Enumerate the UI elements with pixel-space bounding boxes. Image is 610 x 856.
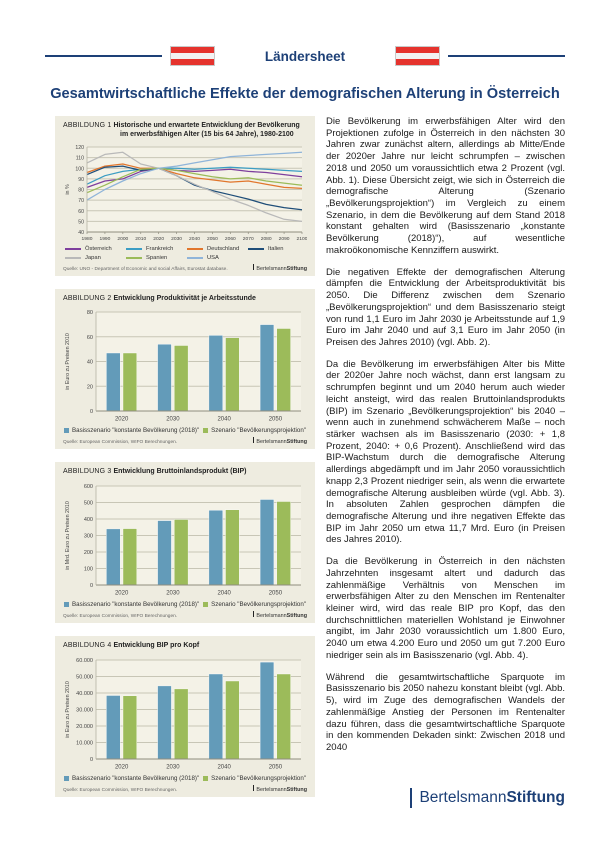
x-tick-label: 1980	[81, 236, 93, 242]
y-tick-label: 60.000	[76, 657, 93, 664]
legend-swatch-icon	[65, 248, 81, 250]
bar	[260, 325, 274, 411]
y-tick-label: 50	[78, 218, 84, 225]
brand-bar-icon	[253, 264, 254, 270]
chart-source-row	[63, 785, 307, 793]
header	[45, 46, 565, 66]
bar	[174, 346, 188, 412]
chart-panel-label: ABBILDUNG 4	[63, 642, 112, 649]
y-tick-label: 100	[83, 566, 93, 573]
y-tick-label: 110	[75, 155, 84, 162]
legend-label: Deutschland	[207, 245, 240, 252]
x-tick-label: 2050	[268, 590, 283, 597]
y-tick-label: 90	[78, 176, 84, 183]
x-tick-label: 2070	[242, 236, 254, 242]
x-tick-label: 2060	[224, 236, 236, 242]
x-tick-label: 2100	[296, 236, 307, 242]
paragraph-2: Die negativen Effekte der demografischen Alterung dämpfen die Entwicklung der Arbeitsproduktivität bis 2050. Die Differenz zwischen dem Szenario „Bevölkerungsprojektion“ und dem Basisszenario steigt von rund 1,1 Euro im Jahr 2030 je Arbeitsstunde auf 1,9 Euro im Jahr 2040 und auf 3,1 Euro im Jahr 2050 (in Preisen des Jahres 2010) (vgl. Abb. 2).	[326, 266, 565, 348]
brand-bold: Stiftung	[286, 439, 307, 446]
brand-regular: Bertelsmann	[256, 439, 287, 446]
bar	[158, 344, 172, 411]
population-line-chart	[63, 143, 307, 243]
chart-title-row	[63, 295, 307, 304]
x-tick-label: 2030	[166, 416, 180, 423]
brand-bold: Stiftung	[286, 265, 307, 272]
y-tick-label: 70	[78, 197, 84, 204]
legend-swatch-icon	[248, 248, 264, 250]
y-tick-label: 30.000	[76, 707, 93, 714]
y-tick-label: 60	[86, 335, 93, 341]
legend-item	[64, 775, 199, 782]
page-title: Gesamtwirtschaftliche Effekte der demografischen Alterung in Österreich	[50, 86, 560, 102]
austria-flag-icon	[395, 46, 440, 66]
brand-bar-icon	[253, 437, 254, 443]
bar	[158, 686, 172, 759]
paragraph-1: Die Bevölkerung im erwerbsfähigen Alter wird den Projektionen zufolge in Österreich in den nächsten 30 Jahren zwar zunächst altern, allerdings ab Mitte/Ende der 2020er Jahre nur leicht schrumpfen – zwischen 2018 und 2050 um voraussichtlich etwa 2 Prozent (vgl. Abb. 1). Diese Übersicht zeigt, wie sich in Österreich die demografische Alterung (Szenario „Bevölkerungsprojektion“) im Vergleich zu einem Szenario, in dem die Bevölkerung auf dem Stand 2018 konstant gehalten wird (Basisszenario „konstante Bevölkerung (2018)“), auf wesentliche makroökonomische Kennziffern auswirkt.	[326, 116, 565, 256]
y-axis-label: in Euro zu Preisen 2010	[65, 680, 71, 738]
chart-source: Quelle: European Commission, WIFO Berechnungen.	[63, 614, 178, 619]
paragraph-5: Während die gesamtwirtschaftliche Sparquote im Basisszenario bis 2050 nahezu konstant bleibt (vgl. Abb. 5), wird im Zuge des demografischen Wandels der zahlenmäßige Anstieg der Personen im Rentenalter dazu führen, dass die gesamtwirtschaftliche Sparquote in den kommenden Dekaden sinkt: Zwischen 2018 und 2040	[326, 671, 565, 753]
y-tick-label: 50.000	[76, 674, 93, 681]
legend-swatch-icon	[64, 776, 69, 781]
logo-text-regular: Bertelsmann	[419, 789, 507, 806]
x-tick-label: 2050	[268, 764, 283, 771]
legend-swatch-icon	[64, 602, 69, 607]
brand-bold: Stiftung	[286, 613, 307, 619]
chart-panel-abbildung-3	[55, 462, 315, 623]
y-tick-label: 60	[78, 208, 84, 215]
x-tick-label: 2040	[217, 764, 231, 771]
legend-item	[203, 775, 306, 782]
legend-swatch-icon	[187, 257, 203, 259]
bar	[226, 338, 240, 411]
y-tick-label: 10.000	[76, 740, 93, 747]
bar	[174, 689, 188, 759]
chart-brand	[253, 611, 307, 619]
legend-item	[126, 246, 183, 252]
legend-swatch-icon	[126, 257, 142, 259]
x-tick-label: 2020	[114, 590, 129, 597]
legend-swatch-icon	[126, 248, 142, 250]
y-tick-label: 600	[83, 484, 93, 490]
chart-brand	[253, 785, 307, 793]
legend-label: Österreich	[85, 245, 112, 252]
legend-item	[203, 601, 306, 608]
legend-item	[248, 246, 305, 252]
bar	[106, 353, 120, 411]
header-rule-right	[448, 55, 565, 57]
x-tick-label: 1990	[99, 236, 111, 242]
legend-label: Szenario "Bevölkerungsprojektion"	[211, 601, 306, 608]
paragraph-4: Da die Bevölkerung in Österreich in den nächsten Jahrzehnten insgesamt altert und dadurch das zahlenmäßige Verhältnis von Menschen im erwerbsfähigen Alter zu den Menschen im Rentenalter kleiner wird, wird das reale BIP pro Kopf, das den durchschnittlichen materiellen Wohlstand je Einwohner angibt, im Jahr 2030 voraussichtlich um 1.800 Euro, 2040 um etwa 4.200 Euro und 2050 um gut 7.200 Euro niedriger sein als im Basisszenario (vgl. Abb. 4).	[326, 556, 565, 661]
x-tick-label: 2050	[268, 416, 283, 423]
bar	[277, 502, 291, 586]
legend-item	[187, 246, 244, 252]
y-tick-label: 80	[78, 187, 84, 193]
x-tick-label: 2040	[189, 236, 200, 242]
legend-label: Italien	[268, 245, 284, 252]
y-axis-label: in Euro zu Preisen 2010	[65, 333, 71, 391]
y-tick-label: 0	[89, 409, 93, 416]
bar	[123, 353, 137, 411]
bar	[209, 510, 223, 585]
x-tick-label: 2030	[166, 764, 180, 771]
chart-brand	[253, 264, 307, 272]
y-tick-label: 400	[83, 517, 93, 523]
y-tick-label: 0	[89, 583, 93, 589]
y-tick-label: 300	[83, 533, 93, 540]
x-tick-label: 2010	[135, 236, 147, 242]
chart-source: Quelle: UNO - Department of Economic and social Affairs, Eurostat database.	[63, 266, 228, 272]
legend-item	[187, 255, 244, 261]
legend-label: USA	[207, 254, 219, 261]
x-tick-label: 2030	[171, 236, 183, 242]
legend-label: Japan	[85, 254, 101, 261]
brand-bold: Stiftung	[286, 786, 307, 793]
legend-item	[65, 246, 122, 252]
x-tick-label: 2020	[114, 764, 129, 771]
legend-label: Szenario "Bevölkerungsprojektion"	[211, 774, 306, 782]
y-tick-label: 120	[75, 144, 84, 151]
y-tick-label: 80	[86, 310, 93, 317]
bar	[209, 336, 223, 412]
chart-panel-label: ABBILDUNG 1	[63, 122, 112, 129]
legend-item	[126, 255, 183, 261]
chart-panel-abbildung-1	[55, 116, 315, 276]
legend-item	[65, 255, 122, 261]
x-tick-label: 2030	[166, 590, 180, 597]
chart-title: Entwicklung Bruttoinlandsprodukt (BIP)	[113, 468, 247, 476]
chart-panel-abbildung-2	[55, 289, 315, 450]
chart-panel-abbildung-4	[55, 636, 315, 797]
content	[0, 116, 610, 810]
brand-regular: Bertelsmann	[256, 786, 287, 793]
charts-column	[55, 116, 315, 810]
x-tick-label: 2050	[206, 236, 218, 242]
x-tick-label: 2080	[260, 236, 272, 242]
legend-item	[64, 427, 199, 434]
chart-source-row	[63, 437, 307, 445]
sheet-label: Ländersheet	[264, 48, 346, 64]
logo-bar-icon	[410, 788, 413, 808]
chart-panel-label: ABBILDUNG 2	[63, 294, 112, 302]
chart-source: Quelle: European Commission, WIFO Berechnungen.	[63, 787, 178, 793]
y-tick-label: 100	[75, 165, 84, 172]
brand-bar-icon	[253, 611, 254, 617]
legend-label: Szenario "Bevölkerungsprojektion"	[211, 427, 306, 435]
chart-source-row	[63, 611, 307, 619]
y-tick-label: 40.000	[76, 690, 93, 697]
y-tick-label: 200	[83, 550, 93, 556]
bar	[106, 529, 120, 585]
y-tick-label: 40	[78, 229, 84, 236]
bar	[277, 329, 291, 412]
chart-title: Historische und erwartete Entwicklung der Bevölkerung im erwerbsfähigen Alter (15 bis 64 Jahre), 1980-2100	[113, 122, 300, 138]
paragraph-3: Da die Bevölkerung im erwerbsfähigen Alter bis Mitte der 2020er Jahre noch wächst, dann erst langsam zu schrumpfen beginnt und um 2040 herum auch wieder leicht ansteigt, wird das realen Bruttoinlandsprodukts (BIP) im Szenario „Bevölkerungsprojektion“ bis 2040 – wenn auch in zunehmend schwächerem Maße – noch stärker wachsen als im Basisszenario (2030: + 1,8 Prozent, 2040: + 0,6 Prozent). Anschließend wird das BIP-Wachstum durch die demografische Alterung allerdings abgedämpft und im Jahr 2050 voraussichtlich knapp 2,3 Prozent niedriger sein, als wenn die erwartete demografische Alterung ausbleiben würde (vgl. Abb. 3). In absoluten Zahlen gesprochen dämpfen die demografische Alterung und ihre negativen Effekte das BIP im Jahr 2050 um etwa 11,7 Mrd. Euro (in Preisen des Jahres 2010).	[326, 358, 565, 546]
legend-item	[203, 427, 306, 434]
brand-regular: Bertelsmann	[256, 613, 287, 619]
chart-legend	[64, 775, 306, 782]
x-tick-label: 2000	[117, 236, 129, 242]
chart-title-row	[63, 642, 307, 651]
legend-swatch-icon	[203, 602, 208, 607]
header-rule-left	[45, 55, 162, 57]
legend-label: Frankreich	[146, 245, 174, 252]
legend-item	[64, 601, 199, 608]
bar	[174, 520, 188, 586]
y-tick-label: 20	[86, 384, 93, 391]
y-tick-label: 20.000	[76, 723, 93, 730]
chart-title: Entwicklung BIP pro Kopf	[113, 642, 200, 649]
legend-swatch-icon	[64, 428, 69, 433]
bar	[123, 529, 137, 585]
chart-source-row	[63, 264, 307, 272]
productivity-bar-chart	[63, 306, 307, 424]
legend-swatch-icon	[65, 257, 81, 259]
chart-legend	[64, 427, 306, 434]
chart-legend	[65, 246, 305, 261]
legend-label: Basisszenario "konstante Bevölkerung (2018)"	[72, 774, 200, 782]
legend-label: Spanien	[146, 254, 168, 261]
bar	[123, 696, 137, 759]
chart-panel-label: ABBILDUNG 3	[63, 468, 112, 476]
y-axis-label: in Mrd. Euro zu Preisen 2010	[65, 501, 71, 570]
brand-regular: Bertelsmann	[256, 265, 287, 272]
chart-legend	[64, 601, 306, 608]
legend-swatch-icon	[203, 428, 208, 433]
gdp-per-capita-bar-chart	[63, 654, 307, 772]
x-tick-label: 2020	[153, 236, 165, 242]
x-tick-label: 2040	[217, 590, 231, 597]
chart-source: Quelle: European Commission, WIFO Berechnungen.	[63, 440, 178, 446]
footer	[410, 788, 565, 808]
y-tick-label: 40	[86, 359, 93, 366]
bar	[226, 681, 240, 759]
x-tick-label: 2040	[217, 416, 231, 423]
gdp-bar-chart	[63, 480, 307, 598]
bar	[260, 500, 274, 586]
legend-label: Basisszenario "konstante Bevölkerung (2018)"	[72, 427, 200, 435]
x-tick-label: 2020	[114, 416, 129, 423]
legend-label: Basisszenario "konstante Bevölkerung (2018)"	[72, 601, 200, 608]
brand-bar-icon	[253, 785, 254, 791]
legend-swatch-icon	[187, 248, 203, 250]
bar	[226, 510, 240, 585]
bar	[106, 695, 120, 759]
bertelsmann-stiftung-logo	[410, 788, 565, 808]
bar	[209, 674, 223, 759]
bar	[277, 674, 291, 759]
bar	[260, 662, 274, 759]
austria-flag-icon	[170, 46, 215, 66]
legend-swatch-icon	[203, 776, 208, 781]
bar	[158, 521, 172, 585]
chart-title: Entwicklung Produktivität je Arbeitsstunde	[113, 294, 256, 302]
chart-brand	[253, 437, 307, 445]
x-tick-label: 2090	[278, 236, 290, 242]
y-tick-label: 0	[89, 756, 93, 763]
y-tick-label: 500	[83, 500, 93, 507]
chart-title-row	[63, 122, 307, 140]
y-axis-label: in %	[65, 183, 71, 195]
chart-title-row	[63, 468, 307, 477]
article-column	[326, 116, 565, 810]
logo-text-bold: Stiftung	[506, 789, 565, 806]
